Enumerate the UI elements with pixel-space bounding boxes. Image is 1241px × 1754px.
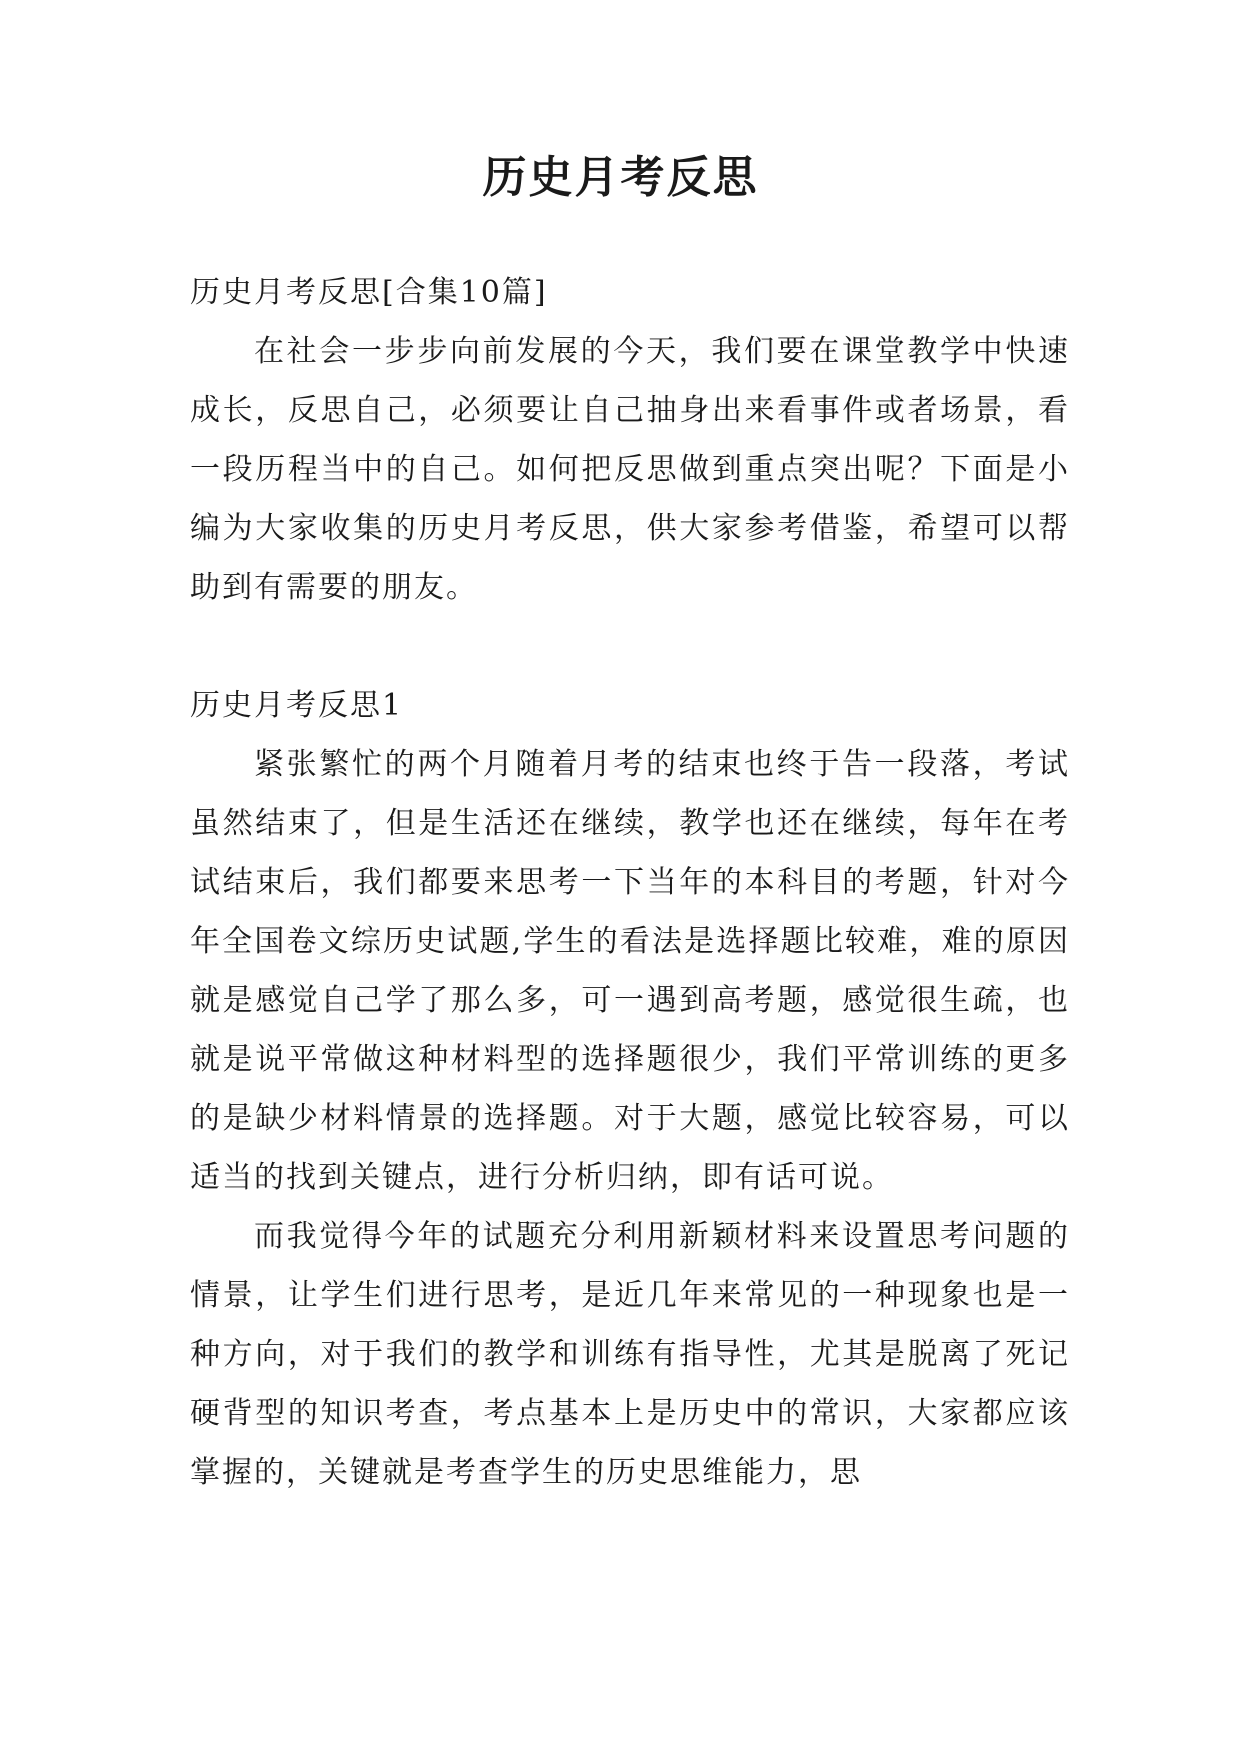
document-body [190,263,1070,1502]
section-paragraph: 而我觉得今年的试题充分利用新颖材料来设置思考问题的情景，让学生们进行思考，是近几年来常见的一种现象也是一种方向，对于我们的教学和训练有指导性，尤其是脱离了死记硬背型的知识考查，考点基本上是历史中的常识，大家都应该掌握的，关键就是考查学生的历史思维能力，思 [190,1219,1070,1490]
document-title: 历史月考反思 [482,152,759,203]
document-subtitle: 历史月考反思[合集10篇] [190,275,548,310]
section-paragraph: 紧张繁忙的两个月随着月考的结束也终于告一段落，考试虽然结束了，但是生活还在继续，教学也还在继续，每年在考试结束后，我们都要来思考一下当年的本科目的考题，针对今年全国卷文综历史试题,学生的看法是选择题比较难，难的原因就是感觉自己学了那么多，可一遇到高考题，感觉很生疏，也就是说平常做这种材料型的选择题很少，我们平常训练的更多的是缺少材料情景的选择题。对于大题，感觉比较容易，可以适当的找到关键点，进行分析归纳，即有话可说。 [190,747,1070,1195]
intro-paragraph: 在社会一步步向前发展的今天，我们要在课堂教学中快速成长，反思自己，必须要让自己抽身出来看事件或者场景，看一段历程当中的自己。如何把反思做到重点突出呢？下面是小编为大家收集的历史月考反思，供大家参考借鉴，希望可以帮助到有需要的朋友。 [190,334,1070,605]
section-heading: 历史月考反思1 [190,688,404,723]
